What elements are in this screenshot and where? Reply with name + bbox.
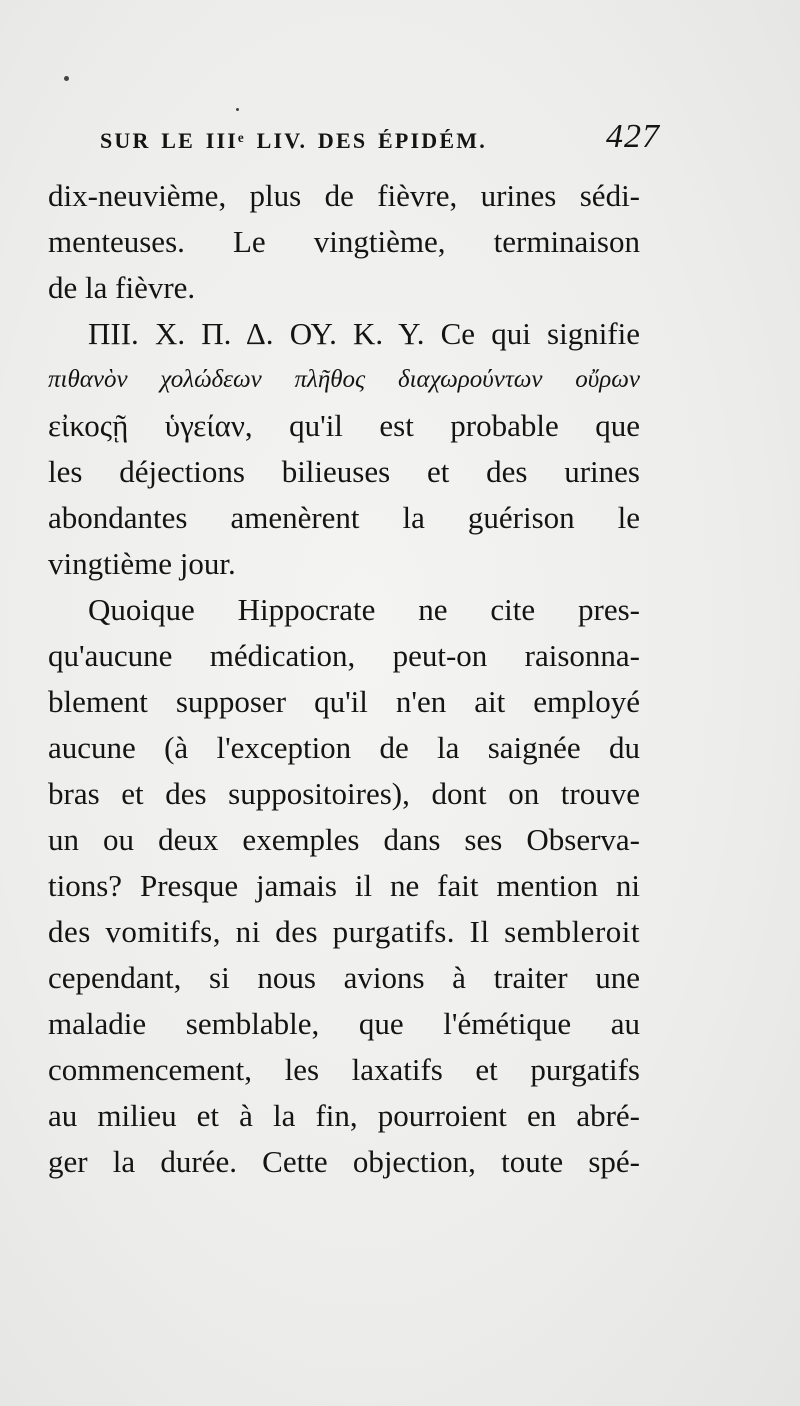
text-line: ΠΙΙ. Χ. Π. Δ. ΟΥ. Κ. Υ. Ce qui signifie [88, 316, 640, 351]
greek-text-line: πιθανὸν χολώδεων πλῆθος διαχωρούντων οὔρων [48, 366, 640, 393]
text-line: des vomitifs, ni des purgatifs. Il sembleroit [48, 914, 640, 949]
ink-speck [64, 76, 69, 81]
text-line: aucune (à l'exception de la saignée du [48, 730, 640, 765]
text-line: de la fièvre. [48, 270, 196, 305]
text-line: les déjections bilieuses et des urines [48, 454, 640, 489]
page-number: 427 [606, 118, 660, 155]
text-line: blement supposer qu'il n'en ait employé [48, 684, 640, 719]
text-line: Quoique Hippocrate ne cite pres- [88, 592, 640, 627]
text-line: vingtième jour. [48, 546, 236, 581]
text-line: menteuses. Le vingtième, terminaison [48, 224, 640, 259]
text-line: maladie semblable, que l'émétique au [48, 1006, 640, 1041]
text-line: un ou deux exemples dans ses Observa- [48, 822, 640, 857]
text-line: au milieu et à la fin, pourroient en abré- [48, 1098, 640, 1133]
text-line: qu'aucune médication, peut-on raisonna- [48, 638, 640, 673]
running-head [100, 118, 660, 168]
text-line: tions? Presque jamais il ne fait mention ni [48, 868, 640, 903]
text-line: εἰκοςῇ ὑγείαν, qu'il est probable que [48, 408, 640, 443]
text-line: cependant, si nous avions à traiter une [48, 960, 640, 995]
text-line: commencement, les laxatifs et purgatifs [48, 1052, 640, 1087]
ink-speck [236, 108, 239, 111]
running-title: SUR LE IIIᵉ LIV. DES ÉPIDÉM. [100, 128, 487, 153]
text-line: ger la durée. Cette objection, toute spé- [48, 1144, 640, 1179]
text-line: abondantes amenèrent la guérison le [48, 500, 640, 535]
text-line: dix-neuvième, plus de fièvre, urines sédi- [48, 178, 640, 213]
text-line: bras et des suppositoires), dont on trouve [48, 776, 640, 811]
